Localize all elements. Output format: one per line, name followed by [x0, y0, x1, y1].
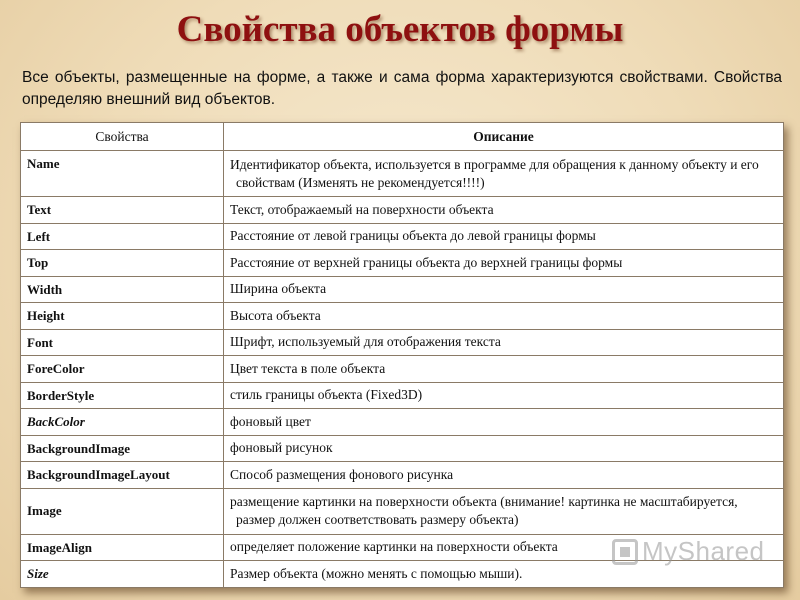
property-name: ForeColor [21, 356, 224, 383]
property-name: Top [21, 250, 224, 277]
property-name: Name [21, 151, 224, 197]
table-row [21, 276, 784, 303]
property-name: ImageAlign [21, 534, 224, 561]
watermark-text: MyShared [642, 536, 765, 566]
table-row [21, 151, 784, 197]
properties-grid [20, 122, 784, 588]
property-name: BorderStyle [21, 382, 224, 409]
property-description: Текст, отображаемый на поверхности объекта [224, 197, 784, 224]
table-row [21, 534, 784, 561]
property-name: Left [21, 223, 224, 250]
property-name: BackgroundImageLayout [21, 462, 224, 489]
description-text: Идентификатор объекта, используется в программе для обращения к данному объекту и его свойствам (Изменять не рекомендуется!!!!) [230, 156, 759, 190]
intro-paragraph: Все объекты, размещенные на форме, а также и сама форма характеризуются свойствами. Свойства определяю внешний вид объектов. [22, 69, 782, 108]
table-row [21, 303, 784, 330]
description-text: размещение картинки на поверхности объекта (внимание! картинка не масштабируется, размер должен соответствовать размеру объекта) [230, 494, 738, 527]
table-row [21, 382, 784, 409]
property-description [224, 488, 784, 534]
properties-table [20, 122, 784, 588]
table-header-row [21, 123, 784, 151]
property-name: Text [21, 197, 224, 224]
table-row [21, 197, 784, 224]
header-description: Описание [224, 123, 784, 151]
property-description: стиль границы объекта (Fixed3D) [224, 382, 784, 409]
property-description: Размер объекта (можно менять с помощью мыши). [224, 561, 784, 588]
property-name: Image [21, 488, 224, 534]
table-row [21, 223, 784, 250]
property-description: Расстояние от верхней границы объекта до верхней границы формы [224, 250, 784, 277]
property-description: Расстояние от левой границы объекта до левой границы формы [224, 223, 784, 250]
property-description: Шрифт, используемый для отображения текста [224, 329, 784, 356]
header-properties: Свойства [21, 123, 224, 151]
property-name: Height [21, 303, 224, 330]
property-description: определяет положение картинки на поверхности объекта [224, 534, 784, 561]
table-row [21, 561, 784, 588]
table-row [21, 409, 784, 436]
property-description [224, 151, 784, 197]
table-row [21, 250, 784, 277]
property-description: фоновый рисунок [224, 435, 784, 462]
property-description: Ширина объекта [224, 276, 784, 303]
table-row [21, 329, 784, 356]
property-name: Width [21, 276, 224, 303]
property-description: Цвет текста в поле объекта [224, 356, 784, 383]
property-name: BackColor [21, 409, 224, 436]
table-row [21, 435, 784, 462]
table-row [21, 356, 784, 383]
property-description: Высота объекта [224, 303, 784, 330]
table-row [21, 488, 784, 534]
slide-title: Свойства объектов формы [176, 9, 624, 50]
table-row [21, 462, 784, 489]
property-name: BackgroundImage [21, 435, 224, 462]
property-name: Font [21, 329, 224, 356]
property-name: Size [21, 561, 224, 588]
property-description: Способ размещения фонового рисунка [224, 462, 784, 489]
property-description: фоновый цвет [224, 409, 784, 436]
